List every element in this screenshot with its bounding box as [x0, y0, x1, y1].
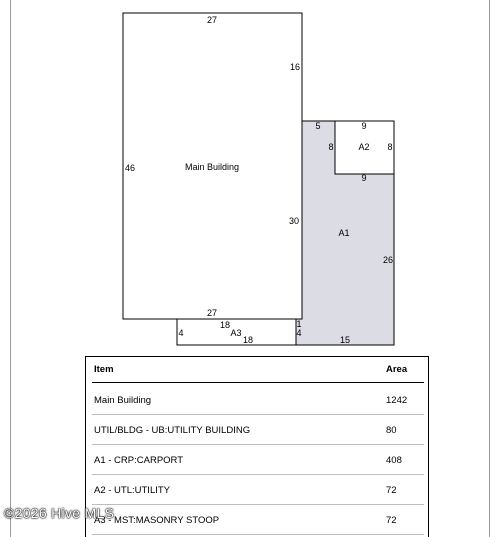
main-building-dim-top: 27 — [206, 15, 218, 25]
a1-dim-right: 26 — [382, 255, 394, 265]
table-cell-area: 80 — [386, 425, 397, 436]
a3-label: A3 — [230, 328, 242, 338]
table-cell-item: A2 - UTL:UTILITY — [94, 485, 171, 496]
a3-dim-bottom: 18 — [242, 335, 254, 345]
a1-dim-left-small-bottom: 4 — [296, 328, 302, 338]
a2-dim-top: 9 — [361, 121, 367, 131]
a1-label: A1 — [338, 228, 350, 238]
main-building-dim-right-upper: 16 — [289, 62, 301, 72]
main-building-dim-left: 46 — [124, 163, 136, 173]
table-cell-item: A3 - MST:MASONRY STOOP — [94, 515, 220, 526]
main-building-dim-right-lower: 30 — [288, 216, 300, 226]
main-building-dim-bottom: 27 — [206, 308, 218, 318]
main-building-label: Main Building — [184, 162, 240, 172]
table-cell-area: 1242 — [386, 395, 408, 406]
a2-label: A2 — [358, 142, 370, 152]
table-row — [92, 445, 424, 475]
table-header-row — [92, 357, 424, 383]
table-row — [92, 475, 424, 505]
table-cell-item: Main Building — [94, 395, 152, 406]
a3-dim-top: 18 — [219, 320, 231, 330]
table-cell-item: UTIL/BLDG - UB:UTILITY BUILDING — [94, 425, 251, 436]
a2-dim-bottom: 9 — [361, 173, 367, 183]
table-row — [92, 505, 424, 535]
table-cell-area: 72 — [386, 515, 397, 526]
table-cell-area: 72 — [386, 485, 397, 496]
a2-dim-left: 8 — [328, 142, 334, 152]
table-row — [92, 385, 424, 415]
area-summary-table — [85, 356, 429, 537]
a1-dim-left-small-top: 1 — [296, 319, 302, 329]
table-row — [92, 415, 424, 445]
a3-dim-left: 4 — [178, 328, 184, 338]
a1-dim-bottom: 15 — [339, 335, 351, 345]
a2-dim-right: 8 — [387, 142, 393, 152]
table-header-item: Item — [94, 364, 114, 375]
table-cell-area: 408 — [386, 455, 402, 466]
mls-watermark: ©2026 Hive MLS — [4, 505, 115, 521]
a1-dim-top-left: 5 — [315, 121, 321, 131]
table-header-area: Area — [386, 364, 408, 375]
table-cell-item: A1 - CRP:CARPORT — [94, 455, 184, 466]
